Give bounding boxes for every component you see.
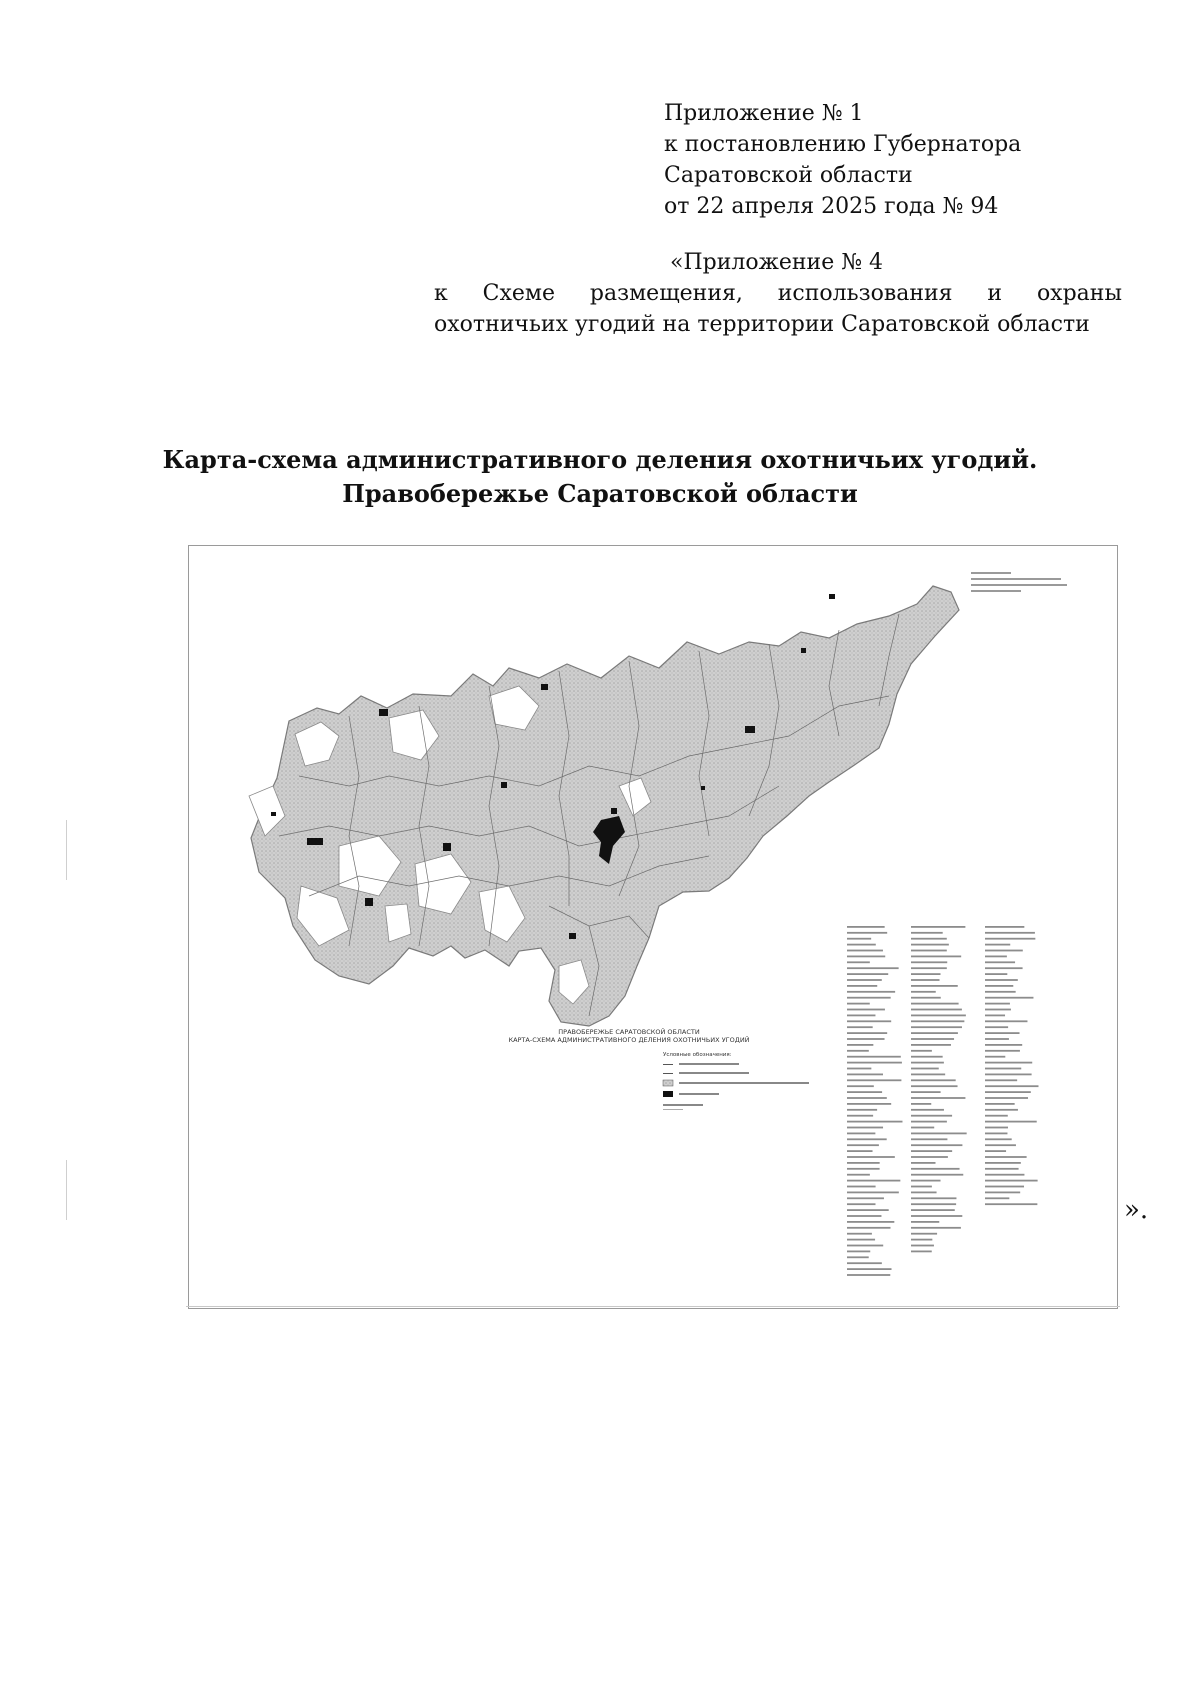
district-list-entry (911, 1044, 951, 1046)
district-list-entry (985, 1091, 1031, 1093)
district-list-entry (985, 1138, 1012, 1140)
district-list-entry (911, 1103, 931, 1105)
district-list-entry (847, 1079, 901, 1081)
district-list-entry (847, 1251, 870, 1253)
district-list-entry (911, 1050, 932, 1052)
district-list-entry (985, 985, 1013, 987)
district-list-entry (911, 1032, 958, 1034)
map-caption-line1: ПРАВОБЕРЕЖЬЕ САРАТОВСКОЙ ОБЛАСТИ (558, 1028, 700, 1036)
district-list-entry (985, 1026, 1008, 1028)
district-list-entry (847, 1203, 875, 1205)
district-list-entry (985, 1085, 1038, 1087)
district-list-entry (985, 1186, 1024, 1188)
district-list-entry (911, 1186, 932, 1188)
district-list-entry (847, 1186, 876, 1188)
quote-word: охраны (1036, 281, 1122, 306)
district-list-entry (985, 1062, 1032, 1064)
district-list-entry (985, 1097, 1028, 1099)
district-list-entry (847, 1239, 875, 1241)
district-list-entry (911, 1003, 959, 1005)
district-list-entry (847, 1062, 902, 1064)
district-list-entry (847, 1121, 902, 1123)
district-list-entry (985, 1115, 1008, 1117)
quote-word: к (434, 281, 448, 306)
district-list-entry (847, 944, 876, 946)
district-list-entry (847, 1162, 880, 1164)
district-list-entry (847, 1103, 891, 1105)
district-list-entry (911, 1192, 937, 1194)
district-list-entry (911, 979, 940, 981)
district-list-entry (985, 938, 1035, 940)
district-list-entry (847, 1003, 870, 1005)
district-list-entry (847, 1268, 892, 1270)
district-list-entry (985, 1044, 1022, 1046)
district-list-entry (985, 1079, 1017, 1081)
appendix-reference (664, 98, 1064, 222)
district-list-entry (911, 932, 943, 934)
district-list-entry (847, 1245, 883, 1247)
district-list-entry (911, 1156, 948, 1158)
district-list-entry (985, 926, 1024, 928)
district-list-entry (911, 926, 965, 928)
district-list-entry (847, 985, 877, 987)
district-list-entry (911, 1215, 962, 1217)
district-list-entry (985, 967, 1023, 969)
district-list-entry (911, 938, 947, 940)
district-list-entry (847, 1085, 874, 1087)
district-list-entry (985, 1074, 1032, 1076)
district-list-entry (985, 1203, 1037, 1205)
district-list-entry (911, 1020, 964, 1022)
district-list-entry (911, 1251, 932, 1253)
district-list-entry (985, 1156, 1027, 1158)
district-list-entry (911, 1221, 939, 1223)
district-list-entry (911, 1079, 956, 1081)
district-list-entry (911, 1203, 956, 1205)
district-list-entry (911, 991, 936, 993)
district-list-entry (985, 1038, 1009, 1040)
district-list-entry (911, 1009, 962, 1011)
district-list-entry (911, 961, 947, 963)
district-list-entry (985, 1197, 1009, 1199)
district-list-entry (911, 1062, 944, 1064)
district-list-entry (847, 1068, 871, 1070)
district-list-entry (847, 991, 895, 993)
district-list-entry (847, 1074, 883, 1076)
quoted-appendix-line2: охотничьих угодий на территории Саратовской области (434, 312, 1090, 337)
district-list-entry (911, 1015, 966, 1017)
district-list-entry (847, 956, 885, 958)
district-list-entry (985, 1121, 1037, 1123)
district-list-entry (847, 1015, 875, 1017)
quoted-appendix (434, 247, 1122, 340)
district-list-entry (911, 1209, 955, 1211)
quoted-appendix-line1 (434, 278, 1122, 309)
map-caption (508, 1027, 749, 1044)
district-list-entry (847, 1209, 889, 1211)
district-list-entry (911, 1168, 960, 1170)
district-list-entry (847, 1174, 870, 1176)
district-list-entry (847, 1050, 869, 1052)
district-list-entry (985, 1150, 1006, 1152)
district-list-entry (911, 1233, 937, 1235)
district-list-entry (847, 1215, 881, 1217)
district-list-entry (985, 1180, 1038, 1182)
district-list-entry (985, 956, 1007, 958)
quote-word: Схеме (482, 281, 556, 306)
district-list-entry (847, 1133, 875, 1135)
district-list-entry (911, 1245, 934, 1247)
district-list-entry (985, 1103, 1015, 1105)
district-list-entry (985, 1015, 1005, 1017)
district-list-entry (847, 1233, 872, 1235)
district-list-entry (847, 1274, 890, 1276)
district-list-entry (911, 1074, 945, 1076)
district-list-entry (847, 1156, 895, 1158)
district-list-entry (911, 1091, 941, 1093)
district-list-entry (985, 973, 1007, 975)
district-list-entry (847, 1138, 887, 1140)
quoted-appendix-title: «Приложение № 4 (670, 250, 884, 275)
district-list-entry (847, 1197, 884, 1199)
district-list-entry (911, 1227, 961, 1229)
district-list-entry (911, 1239, 932, 1241)
scan-artifact-line (66, 1160, 67, 1220)
district-list-entry (985, 1174, 1024, 1176)
district-list-entry (847, 950, 883, 952)
district-list-entry (911, 1162, 936, 1164)
district-list-entry (985, 944, 1010, 946)
district-list-entry (985, 932, 1035, 934)
quote-word: размещения, (589, 281, 743, 306)
district-list-entry (847, 1256, 869, 1258)
district-list-entry (985, 991, 1016, 993)
district-list-entry (985, 997, 1033, 999)
district-list-entry (985, 1003, 1010, 1005)
district-list-entry (847, 1026, 873, 1028)
district-list-entry (911, 1121, 947, 1123)
district-list-entry (847, 1044, 873, 1046)
map-image (189, 546, 1117, 1308)
district-list-entry (985, 1068, 1021, 1070)
district-list-entry (911, 1138, 947, 1140)
district-list-entry (911, 950, 947, 952)
map-caption-line2: КАРТА-СХЕМА АДМИНИСТРАТИВНОГО ДЕЛЕНИЯ ОХОТНИЧЬИХ УГОДИЙ (508, 1036, 750, 1044)
district-list-entry (847, 997, 891, 999)
district-list-entry (847, 1109, 877, 1111)
district-list-entry (847, 1056, 901, 1058)
district-list-entry (985, 1032, 1020, 1034)
district-list-entry (985, 979, 1018, 981)
district-list-entry (911, 1180, 941, 1182)
map-image-frame (188, 545, 1118, 1309)
district-list-entry (985, 1009, 1011, 1011)
district-list-entry (911, 973, 941, 975)
district-list-entry (985, 1020, 1027, 1022)
district-list-entry (911, 1197, 956, 1199)
district-list-entry (911, 1068, 939, 1070)
district-list-entry (911, 967, 947, 969)
district-list-entry (847, 1144, 879, 1146)
district-list-entry (847, 1127, 883, 1129)
district-list-entry (985, 1133, 1007, 1135)
document-title-line2: Правобережье Саратовской области (342, 479, 858, 508)
document-title (150, 443, 1050, 511)
district-list (847, 926, 1038, 1276)
district-list-entry (847, 1020, 891, 1022)
quote-word: и (987, 281, 1003, 306)
appendix-decree: к постановлению Губернатора (664, 132, 1022, 157)
district-list-entry (911, 1144, 962, 1146)
district-list-entry (911, 1038, 954, 1040)
district-list-entry (911, 956, 961, 958)
district-list-entry (985, 961, 1015, 963)
region-shape (251, 586, 959, 1026)
district-list-entry (911, 1109, 944, 1111)
legend-title: Условные обозначения: (663, 1052, 732, 1058)
district-list-entry (847, 1032, 887, 1034)
district-list-entry (985, 1109, 1018, 1111)
district-list-entry (847, 932, 887, 934)
district-list-entry (911, 1085, 958, 1087)
district-list-entry (985, 1127, 1008, 1129)
district-list-entry (847, 1262, 882, 1264)
district-list-entry (847, 967, 899, 969)
district-list-entry (985, 1050, 1020, 1052)
district-list-entry (911, 1174, 963, 1176)
district-list-entry (847, 1038, 885, 1040)
district-list-entry (911, 985, 958, 987)
district-list-entry (847, 1180, 900, 1182)
district-list-entry (911, 1133, 967, 1135)
district-list-entry (847, 938, 871, 940)
district-list-entry (911, 1097, 965, 1099)
district-list-entry (985, 950, 1023, 952)
district-list-entry (911, 1115, 952, 1117)
district-list-entry (985, 1192, 1020, 1194)
appendix-number: Приложение № 1 (664, 101, 864, 126)
appendix-region: Саратовской области (664, 163, 913, 188)
closing-quote: ». (1124, 1195, 1149, 1225)
quote-word: использования (777, 281, 953, 306)
district-list-entry (985, 1144, 1016, 1146)
district-list-entry (911, 997, 941, 999)
district-list-entry (847, 1168, 880, 1170)
district-list-entry (847, 979, 882, 981)
district-list-entry (911, 1150, 952, 1152)
district-list-entry (847, 926, 885, 928)
district-list-entry (847, 1115, 873, 1117)
district-list-entry (911, 1056, 943, 1058)
document-title-line1: Карта-схема административного деления охотничьих угодий. (162, 445, 1038, 474)
map-corner-note (971, 572, 1067, 592)
appendix-date: от 22 апреля 2025 года № 94 (664, 194, 999, 219)
district-list-entry (911, 1026, 962, 1028)
district-list-entry (911, 944, 949, 946)
district-list-entry (847, 1227, 891, 1229)
district-list-entry (847, 961, 870, 963)
district-list-entry (911, 1127, 934, 1129)
district-list-entry (847, 1091, 882, 1093)
district-list-entry (847, 1221, 894, 1223)
district-list-entry (985, 1162, 1021, 1164)
district-list-entry (985, 1056, 1005, 1058)
district-list-entry (847, 1150, 873, 1152)
district-list-entry (847, 973, 888, 975)
district-list-entry (985, 1168, 1019, 1170)
scan-artifact-line (66, 820, 67, 880)
map-legend (663, 1052, 809, 1110)
district-list-entry (847, 1192, 899, 1194)
district-list-entry (847, 1009, 885, 1011)
district-list-entry (847, 1097, 887, 1099)
